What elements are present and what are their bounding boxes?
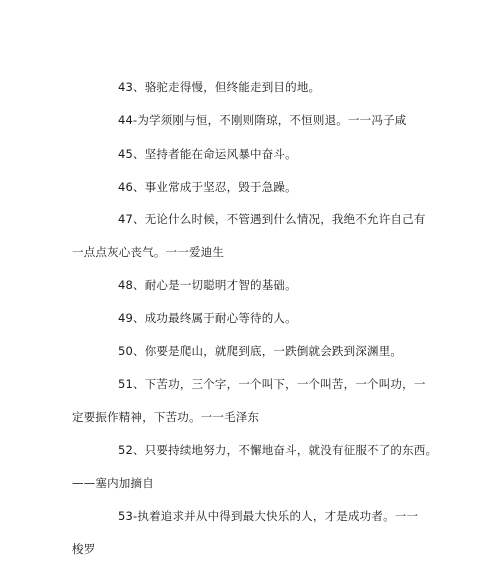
quote-line-53-continued: 梭罗 [72,542,96,556]
quote-line-53: 53-执着追求并从中得到最大快乐的人，才是成功者。一一 [118,509,419,523]
quote-line-51-continued: 定要振作精神，下苦功。一一毛泽东 [72,410,260,424]
quote-line-44: 44-为学须刚与恒，不刚则隋琼，不恒则退。一一冯子咸 [118,113,407,127]
quote-line-49: 49、成功最终属于耐心等待的人。 [118,311,297,325]
quote-line-47: 47、无论什么时候，不管遇到什么情况，我绝不允许自己有 [118,212,426,226]
quote-line-48: 48、耐心是一切聪明才智的基础。 [118,278,297,292]
quote-line-45: 45、坚持者能在命运风暴中奋斗。 [118,147,297,161]
quote-line-50: 50、你要是爬山，就爬到底，一跌倒就会跌到深渊里。 [118,344,403,358]
quote-line-52: 52、只要持续地努力，不懈地奋斗，就没有征服不了的东西。 [118,443,438,457]
quote-line-46: 46、事业常成于坚忍，毁于急躁。 [118,180,297,194]
quote-line-52-continued: ——塞内加摘自 [72,476,154,490]
quote-line-51: 51、下苦功，三个字，一个叫下，一个叫苦，一个叫功，一 [118,377,426,391]
quote-line-43: 43、骆驼走得慢，但终能走到目的地。 [118,80,321,94]
quote-line-47-continued: 一点点灰心丧气。一一爱迪生 [72,245,225,259]
